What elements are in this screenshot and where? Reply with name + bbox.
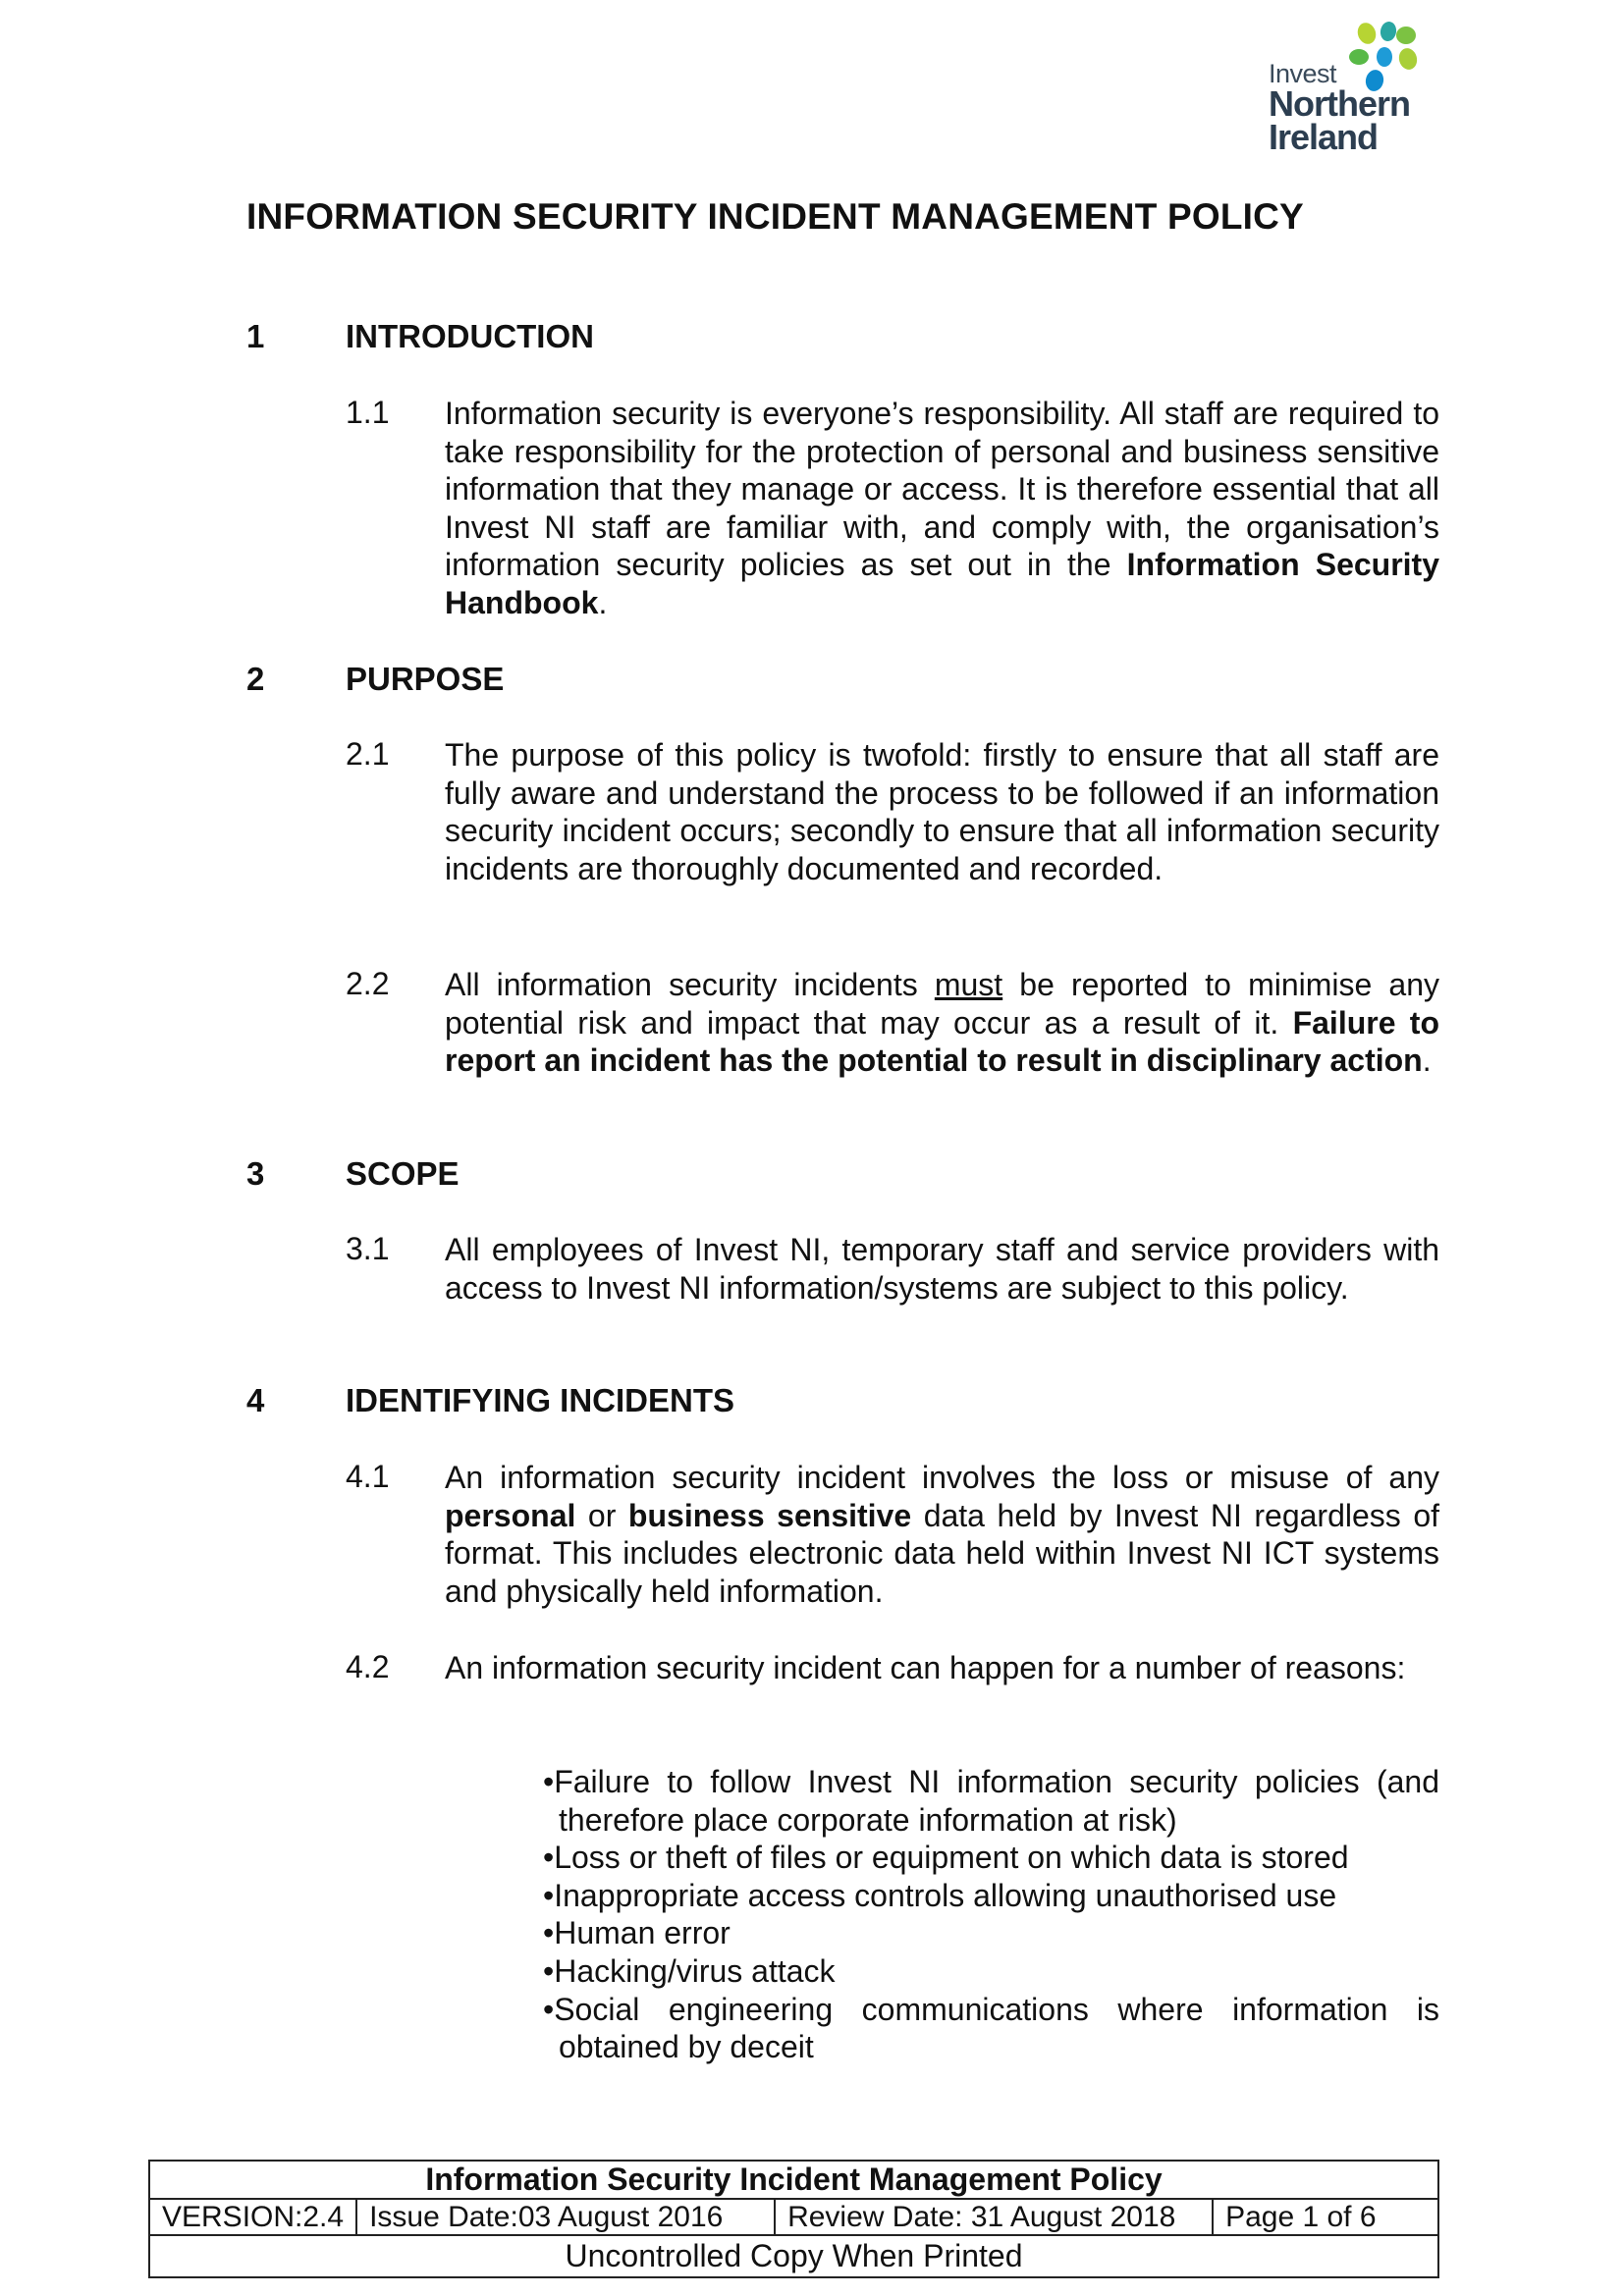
footer-uncontrolled-copy: Uncontrolled Copy When Printed bbox=[149, 2235, 1438, 2277]
paragraph-number: 4.2 bbox=[346, 1649, 390, 1684]
logo-text-ireland: Ireland bbox=[1269, 117, 1379, 157]
paragraph-number: 3.1 bbox=[346, 1231, 390, 1266]
list-item: • Inappropriate access controls allowing unauthorised use bbox=[543, 1877, 1439, 1915]
paragraph-text-end: . bbox=[598, 584, 608, 620]
incident-reasons-list bbox=[543, 1763, 1439, 2066]
footer-version: VERSION:2.4 bbox=[149, 2199, 356, 2235]
paragraph-text: be reported to minimise any potential risk and impact that may occur as a result of it. bbox=[445, 967, 1440, 1041]
section-number: 1 bbox=[246, 318, 265, 354]
bold-text: Failure to report an incident has the potential to result in disciplinary action bbox=[445, 1004, 1440, 1079]
paragraph-number: 2.2 bbox=[346, 966, 390, 1001]
section-number: 3 bbox=[246, 1155, 265, 1192]
list-item: • Human error bbox=[543, 1914, 1439, 1952]
paragraph-2-1: The purpose of this policy is twofold: firstly to ensure that all staff are fully aware and understand the process to be followed if an information security incident occurs; secondly to ensure that all information security incidents are thoroughly documented and recorded. bbox=[445, 737, 1439, 886]
paragraph-2-2 bbox=[445, 966, 1439, 1080]
paragraph-4-2: An information security incident can happen for a number of reasons: bbox=[445, 1650, 1406, 1685]
document-footer bbox=[148, 2160, 1439, 2278]
document-title: INFORMATION SECURITY INCIDENT MANAGEMENT POLICY bbox=[246, 196, 1304, 237]
section-heading-identifying-incidents: IDENTIFYING INCIDENTS bbox=[346, 1382, 735, 1418]
footer-page-number: Page 1 of 6 bbox=[1213, 2199, 1438, 2235]
list-item: • Hacking/virus attack bbox=[543, 1952, 1439, 1991]
logo-text-northern: Northern bbox=[1269, 83, 1410, 124]
bold-text: Information Security Handbook bbox=[445, 547, 1440, 620]
paragraph-text: or bbox=[575, 1497, 628, 1533]
section-number: 4 bbox=[246, 1382, 265, 1418]
footer-title: Information Security Incident Management Policy bbox=[149, 2161, 1438, 2199]
paragraph-text: Information security is everyone’s responsibility. All staff are required to take responsibility for the protection of personal and business sensitive information that they manage or access. It is therefore essential that all Invest NI staff are familiar with, and comply with, the organisation’s information security policies as set out in the bbox=[445, 396, 1439, 583]
list-item: • Social engineering communications where information is obtained by deceit bbox=[543, 1991, 1439, 2066]
paragraph-text-end: . bbox=[1422, 1042, 1432, 1079]
footer-issue-date: Issue Date:03 August 2016 bbox=[356, 2199, 775, 2235]
list-item: • Failure to follow Invest NI information security policies (and therefore place corporate information at risk) bbox=[543, 1763, 1439, 1839]
paragraph-text: data held by Invest NI regardless of format. This includes electronic data held within Invest NI ICT systems and physically held information. bbox=[445, 1497, 1440, 1609]
footer-review-date: Review Date: 31 August 2018 bbox=[775, 2199, 1213, 2235]
bold-text: personal bbox=[445, 1497, 576, 1533]
paragraph-number: 4.1 bbox=[346, 1459, 390, 1494]
paragraph-text: An information security incident involves the loss or misuse of any bbox=[445, 1460, 1439, 1495]
section-number: 2 bbox=[246, 661, 265, 697]
invest-ni-logo bbox=[1269, 22, 1426, 159]
section-heading-scope: SCOPE bbox=[346, 1155, 460, 1192]
paragraph-4-1 bbox=[445, 1459, 1439, 1610]
underlined-text: must bbox=[934, 967, 1003, 1002]
paragraph-number: 2.1 bbox=[346, 736, 390, 772]
paragraph-1-1 bbox=[445, 395, 1439, 622]
bold-text: business sensitive bbox=[627, 1497, 912, 1533]
logo-text-invest: Invest bbox=[1269, 59, 1337, 88]
section-heading-purpose: PURPOSE bbox=[346, 661, 505, 697]
list-item: • Loss or theft of files or equipment on which data is stored bbox=[543, 1839, 1439, 1877]
paragraph-3-1: All employees of Invest NI, temporary staff and service providers with access to Invest NI information/systems are subject to this policy. bbox=[445, 1232, 1439, 1306]
paragraph-number: 1.1 bbox=[346, 395, 390, 430]
paragraph-text: All information security incidents bbox=[445, 967, 935, 1002]
section-heading-introduction: INTRODUCTION bbox=[346, 318, 594, 354]
